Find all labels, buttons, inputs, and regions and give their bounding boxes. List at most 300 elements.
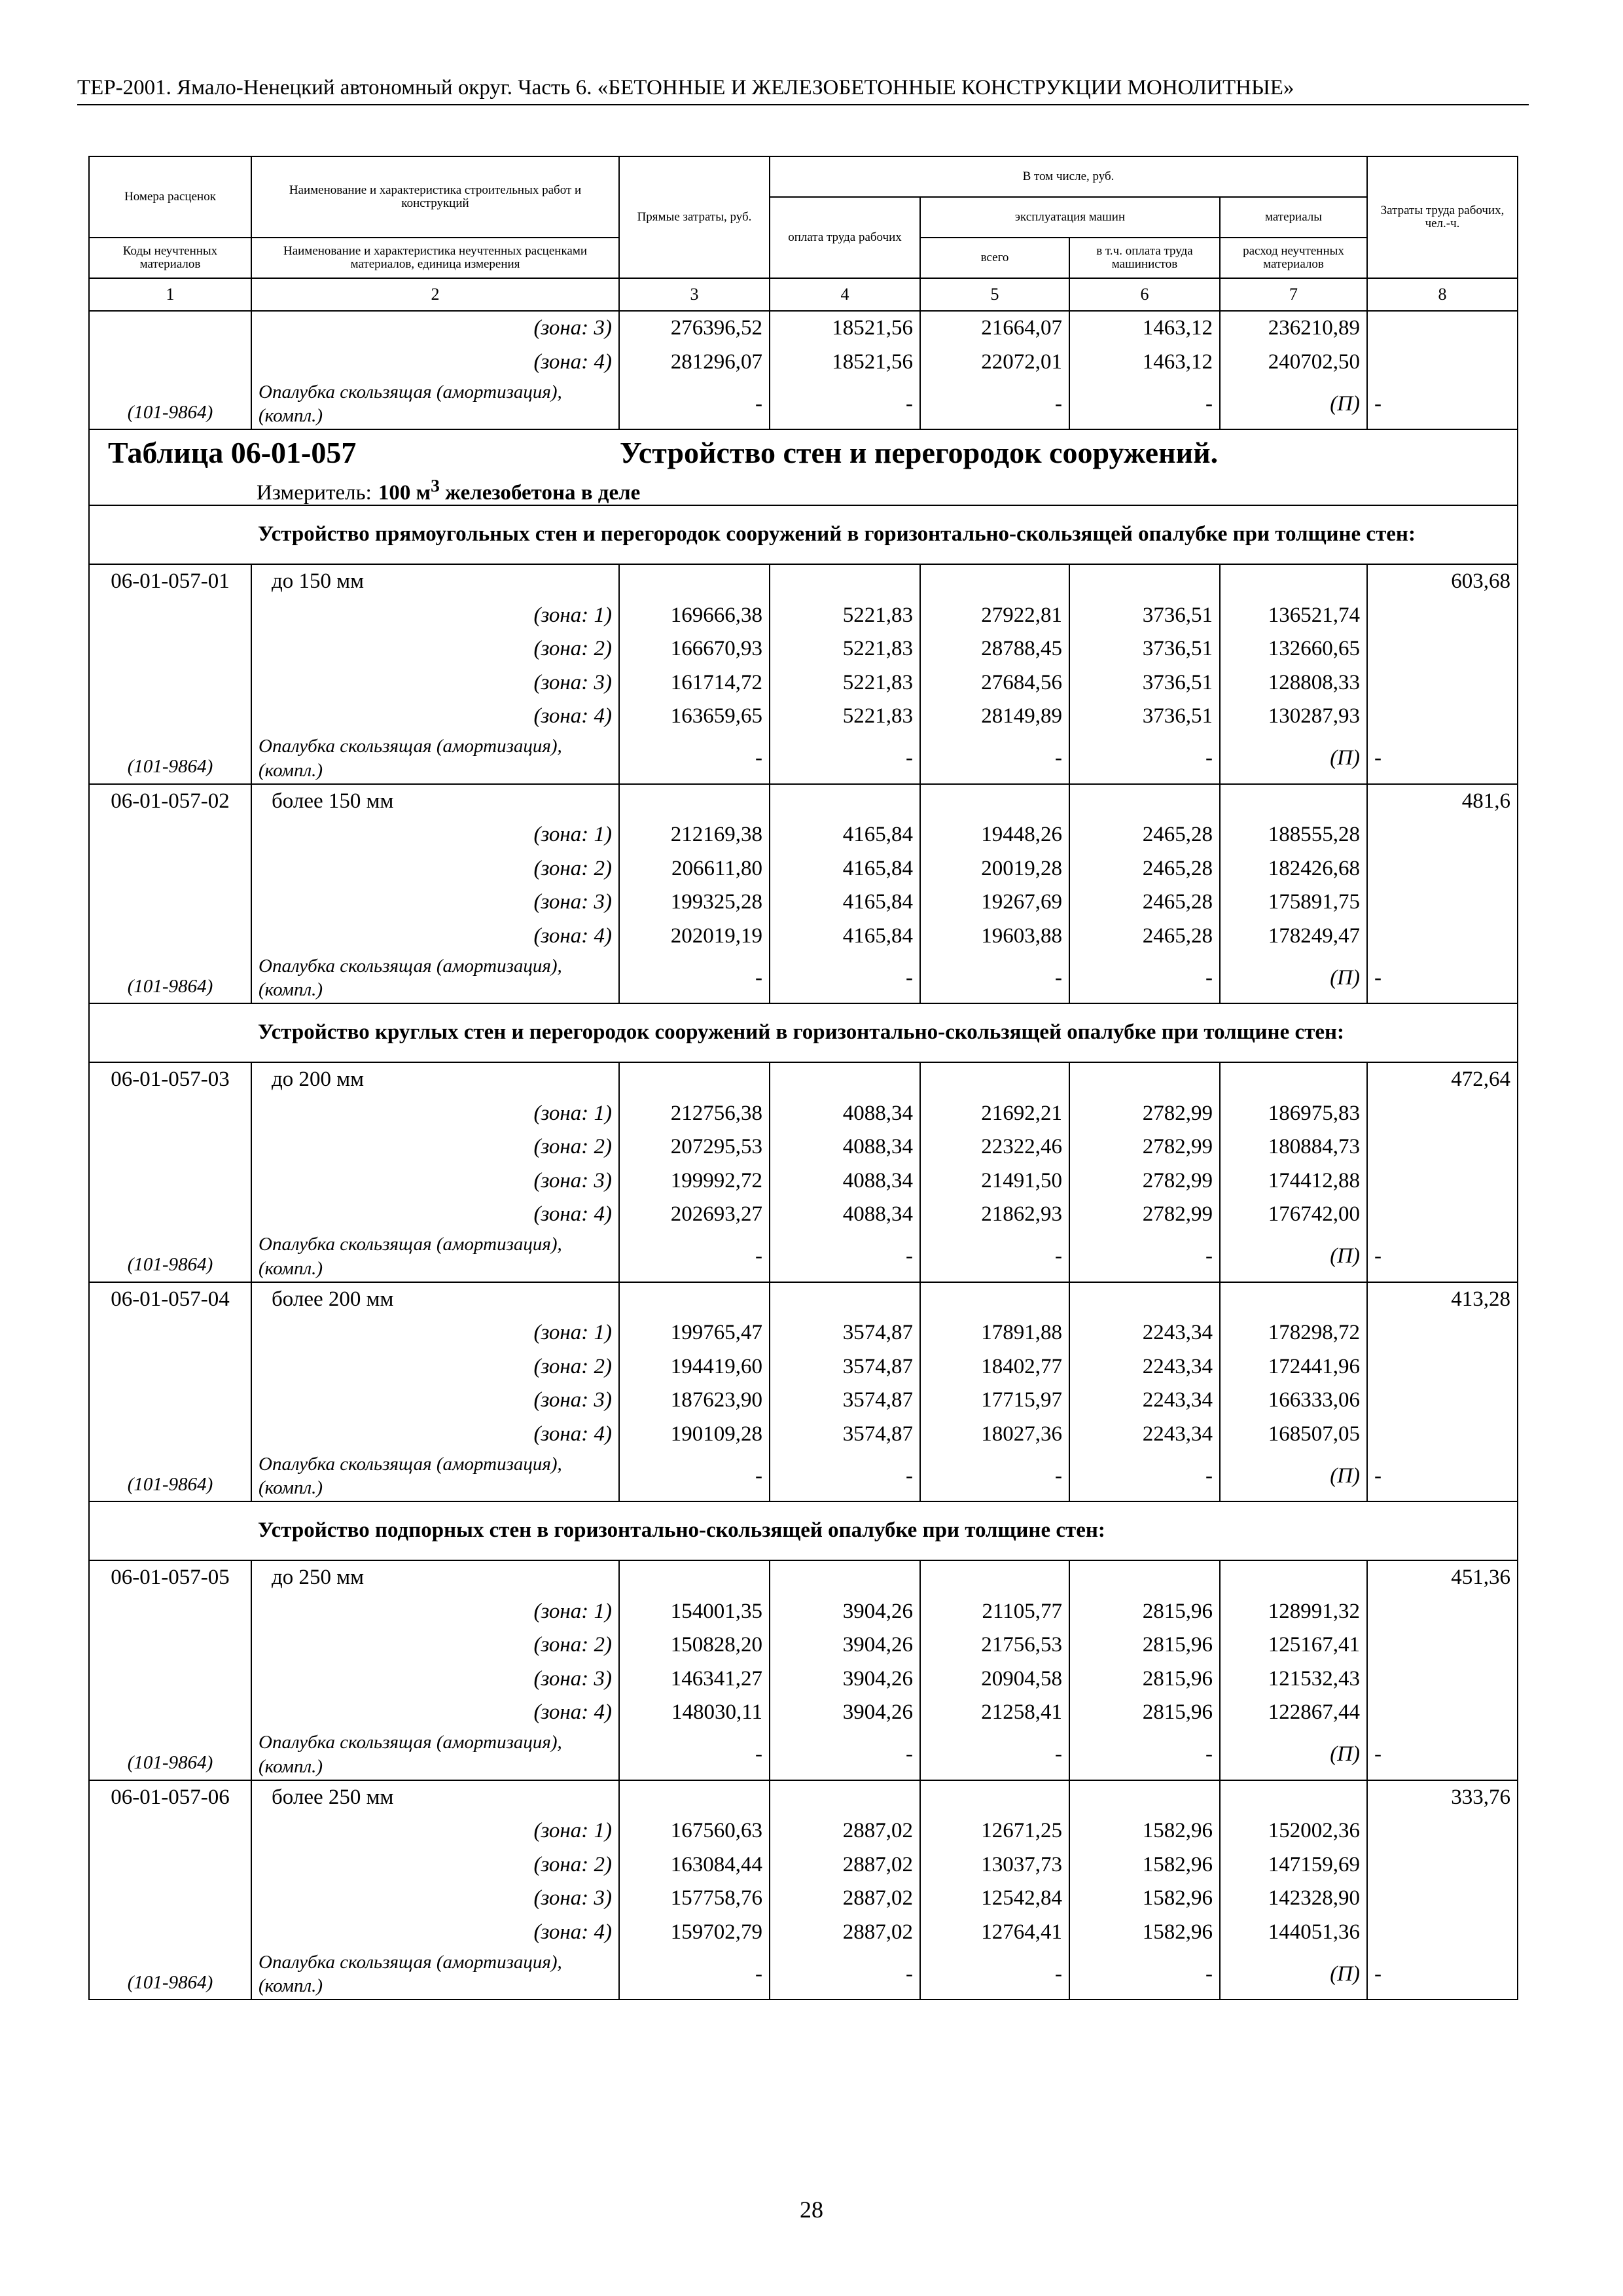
wages-cost: 4088,34 [770,1130,920,1164]
material-code: (101-9864) [89,953,251,1003]
zone-row [89,852,1518,886]
col-number: 5 [920,278,1069,311]
labor-cell [1367,1595,1518,1629]
zone-label: (зона: 4) [251,920,619,954]
wages-cost: 3574,87 [770,1418,920,1452]
materials-cost: 174412,88 [1220,1164,1367,1198]
zone-label: (зона: 1) [251,818,619,852]
zone-label: (зона: 3) [251,886,619,920]
page-header: ТЕР-2001. Ямало-Ненецкий автономный округ. Часть 6. «БЕТОННЫЕ И ЖЕЛЕЗОБЕТОННЫЕ КОНСТРУКЦИИ МОНОЛИТНЫЕ» [77,76,1529,105]
zone-row [89,1164,1518,1198]
wages-cost: 2887,02 [770,1882,920,1916]
column-numbers-row [89,278,1518,311]
rate-code: 06-01-057-02 [89,784,251,819]
materials-cost: 180884,73 [1220,1130,1367,1164]
dash-cell: - [920,1232,1069,1282]
rate-code: 06-01-057-05 [89,1560,251,1595]
labor-cell [1367,1164,1518,1198]
zone-label: (зона: 3) [251,1882,619,1916]
labor-cell [1367,1628,1518,1662]
direct-cost: 161714,72 [619,666,770,700]
zone-label: (зона: 2) [251,1130,619,1164]
col-name-top: Наименование и характеристика строительных работ и конструкций [251,156,619,238]
zone-row [89,1662,1518,1696]
machinists-cost: 2782,99 [1069,1130,1220,1164]
code-cell [89,1130,251,1164]
labor-cost: 413,28 [1367,1282,1518,1317]
material-name-line: Опалубка скользящая (амортизация), [259,1951,562,1973]
dash-cell: - [920,1949,1069,2000]
materials-cost: 168507,05 [1220,1418,1367,1452]
wages-cost: 4088,34 [770,1198,920,1232]
wages-cost: 4165,84 [770,818,920,852]
zone-row [89,700,1518,734]
wages-cost: 2887,02 [770,1814,920,1848]
rates-table [88,156,1518,2000]
material-name-line: Опалубка скользящая (амортизация), [259,381,562,403]
dash-cell: - [920,379,1069,429]
labor-cost: 451,36 [1367,1560,1518,1595]
dash-cell: - [1367,734,1518,784]
code-cell [89,886,251,920]
code-cell [89,1628,251,1662]
zone-label: (зона: 1) [251,1097,619,1131]
machinists-cost: 2465,28 [1069,886,1220,920]
material-unit-flag: (П) [1220,1232,1367,1282]
dash-cell: - [619,1232,770,1282]
section-title-row [89,1003,1518,1062]
zone-row [89,1696,1518,1730]
machines-cost: 21862,93 [920,1198,1069,1232]
rate-name: более 150 мм [251,784,619,819]
material-name-line: Опалубка скользящая (амортизация), [259,736,562,757]
labor-cell [1367,1662,1518,1696]
empty-cell [920,784,1069,819]
wages-cost: 18521,56 [770,346,920,380]
material-name-line: (компл.) [259,759,323,781]
material-name [251,379,619,429]
wages-cost: 5221,83 [770,599,920,633]
rate-code: 06-01-057-06 [89,1780,251,1815]
machinists-cost: 3736,51 [1069,632,1220,666]
code-cell [89,1662,251,1696]
dash-cell: - [770,1730,920,1780]
labor-cell [1367,1814,1518,1848]
col-number: 4 [770,278,920,311]
dash-cell: - [770,734,920,784]
empty-cell [1220,784,1367,819]
col-machinists-wages: в т.ч. оплата труда машинистов [1069,238,1220,278]
dash-cell: - [1069,1949,1220,2000]
rate-code: 06-01-057-01 [89,564,251,599]
code-cell [89,1882,251,1916]
materials-cost: 236210,89 [1220,311,1367,346]
machinists-cost: 2782,99 [1069,1097,1220,1131]
machinists-cost: 3736,51 [1069,666,1220,700]
code-cell [89,700,251,734]
code-cell [89,1164,251,1198]
materials-cost: 152002,36 [1220,1814,1367,1848]
code-cell [89,1696,251,1730]
section-title-row [89,505,1518,564]
rate-row [89,1282,1518,1317]
machines-cost: 28788,45 [920,632,1069,666]
wages-cost: 3904,26 [770,1628,920,1662]
machinists-cost: 2815,96 [1069,1595,1220,1629]
section-title: Устройство круглых стен и перегородок сооружений в горизонтально-скользящей опалубке при толщине стен: [89,1003,1518,1062]
wages-cost: 4165,84 [770,886,920,920]
dash-cell: - [1367,1451,1518,1501]
material-unit-flag: (П) [1220,1949,1367,2000]
materials-cost: 144051,36 [1220,1916,1367,1950]
material-name-line: (компл.) [259,979,323,1000]
material-name [251,734,619,784]
machinists-cost: 2815,96 [1069,1696,1220,1730]
machines-cost: 19603,88 [920,920,1069,954]
code-cell [89,1916,251,1950]
measurer-rest: железобетона в деле [439,480,641,505]
empty-cell [1069,564,1220,599]
direct-cost: 199325,28 [619,886,770,920]
machines-cost: 20904,58 [920,1662,1069,1696]
labor-cell [1367,1198,1518,1232]
code-cell [89,1848,251,1882]
machinists-cost: 2465,28 [1069,920,1220,954]
labor-cell [1367,346,1518,380]
labor-cost: 603,68 [1367,564,1518,599]
direct-cost: 150828,20 [619,1628,770,1662]
dash-cell: - [1069,379,1220,429]
direct-cost: 166670,93 [619,632,770,666]
direct-cost: 206611,80 [619,852,770,886]
machines-cost: 21105,77 [920,1595,1069,1629]
wages-cost: 3904,26 [770,1662,920,1696]
labor-cost: 472,64 [1367,1062,1518,1097]
wages-cost: 3904,26 [770,1595,920,1629]
material-name [251,953,619,1003]
zone-row [89,818,1518,852]
direct-cost: 202019,19 [619,920,770,954]
code-cell [89,920,251,954]
labor-cell [1367,311,1518,346]
machinists-cost: 2782,99 [1069,1198,1220,1232]
wages-cost: 4088,34 [770,1164,920,1198]
code-cell [89,311,251,346]
rate-row [89,564,1518,599]
zone-row [89,346,1518,380]
col-unaccounted: расход неучтенных материалов [1220,238,1367,278]
machinists-cost: 1463,12 [1069,346,1220,380]
direct-cost: 190109,28 [619,1418,770,1452]
materials-cost: 166333,06 [1220,1384,1367,1418]
dash-cell: - [1367,379,1518,429]
dash-cell: - [770,1232,920,1282]
materials-cost: 186975,83 [1220,1097,1367,1131]
machinists-cost: 1582,96 [1069,1882,1220,1916]
material-code: (101-9864) [89,379,251,429]
material-name [251,1232,619,1282]
material-name-line: (компл.) [259,1975,323,1996]
machinists-cost: 2815,96 [1069,1628,1220,1662]
zone-row [89,1882,1518,1916]
labor-cell [1367,1384,1518,1418]
zone-row [89,1916,1518,1950]
table-title [89,429,1518,476]
zone-label: (зона: 3) [251,666,619,700]
wages-cost: 4165,84 [770,852,920,886]
rate-row [89,1780,1518,1815]
zone-label: (зона: 4) [251,700,619,734]
materials-cost: 178298,72 [1220,1316,1367,1350]
material-code: (101-9864) [89,1949,251,2000]
material-unit-flag: (П) [1220,953,1367,1003]
zone-label: (зона: 3) [251,1662,619,1696]
rate-name: до 150 мм [251,564,619,599]
machines-cost: 22322,46 [920,1130,1069,1164]
empty-cell [920,1282,1069,1317]
material-unit-flag: (П) [1220,1451,1367,1501]
empty-cell [1220,564,1367,599]
wages-cost: 5221,83 [770,632,920,666]
code-cell [89,1097,251,1131]
empty-cell [770,784,920,819]
material-row [89,1730,1518,1780]
dash-cell: - [770,379,920,429]
empty-cell [920,1062,1069,1097]
wages-cost: 5221,83 [770,700,920,734]
empty-cell [1069,1780,1220,1815]
direct-cost: 148030,11 [619,1696,770,1730]
direct-cost: 187623,90 [619,1384,770,1418]
machines-cost: 19267,69 [920,886,1069,920]
rate-name: более 200 мм [251,1282,619,1317]
empty-cell [1220,1062,1367,1097]
empty-cell [1069,1062,1220,1097]
labor-cell [1367,1916,1518,1950]
labor-cell [1367,818,1518,852]
materials-cost: 182426,68 [1220,852,1367,886]
empty-cell [1220,1282,1367,1317]
col-wages: оплата труда рабочих [770,197,920,278]
empty-cell [1069,784,1220,819]
labor-cell [1367,1696,1518,1730]
zone-label: (зона: 4) [251,1916,619,1950]
machines-cost: 20019,28 [920,852,1069,886]
machinists-cost: 2243,34 [1069,1350,1220,1384]
machines-cost: 21258,41 [920,1696,1069,1730]
dash-cell: - [770,1949,920,2000]
wages-cost: 4165,84 [770,920,920,954]
zone-label: (зона: 3) [251,1384,619,1418]
empty-cell [619,1282,770,1317]
machines-cost: 12542,84 [920,1882,1069,1916]
machines-cost: 13037,73 [920,1848,1069,1882]
dash-cell: - [920,1730,1069,1780]
materials-cost: 175891,75 [1220,886,1367,920]
dash-cell: - [1069,734,1220,784]
empty-cell [1069,1560,1220,1595]
labor-cell [1367,632,1518,666]
material-name-line: Опалубка скользящая (амортизация), [259,1453,562,1475]
machinists-cost: 2243,34 [1069,1384,1220,1418]
col-direct: Прямые затраты, руб. [619,156,770,278]
measurer-unit-exponent: 3 [431,475,440,495]
materials-cost: 125167,41 [1220,1628,1367,1662]
empty-cell [619,784,770,819]
wages-cost: 2887,02 [770,1848,920,1882]
col-number: 3 [619,278,770,311]
code-cell [89,1350,251,1384]
empty-cell [770,1062,920,1097]
col-number: 1 [89,278,251,311]
page-number: 28 [800,2197,823,2223]
materials-cost: 122867,44 [1220,1696,1367,1730]
empty-cell [770,1780,920,1815]
labor-cell [1367,1350,1518,1384]
dash-cell: - [619,953,770,1003]
material-row [89,379,1518,429]
measurer-value [378,475,641,505]
material-unit-flag: (П) [1220,734,1367,784]
wages-cost: 5221,83 [770,666,920,700]
zone-row [89,1350,1518,1384]
section-title: Устройство прямоугольных стен и перегородок сооружений в горизонтально-скользящей опалубке при толщине стен: [89,505,1518,564]
zone-label: (зона: 4) [251,1198,619,1232]
direct-cost: 281296,07 [619,346,770,380]
zone-row [89,632,1518,666]
material-name-line: Опалубка скользящая (амортизация), [259,1732,562,1753]
zone-row [89,1130,1518,1164]
zone-row [89,311,1518,346]
material-name-line: (компл.) [259,405,323,426]
measurer-row [89,476,1518,505]
col-machines: эксплуатация машин [920,197,1220,238]
machines-cost: 18402,77 [920,1350,1069,1384]
labor-cell [1367,599,1518,633]
machines-cost: 21692,21 [920,1097,1069,1131]
col-code-bottom: Коды неучтенных материалов [89,238,251,278]
zone-label: (зона: 2) [251,1848,619,1882]
dash-cell: - [619,1730,770,1780]
direct-cost: 146341,27 [619,1662,770,1696]
rate-name: до 250 мм [251,1560,619,1595]
zone-label: (зона: 2) [251,852,619,886]
code-cell [89,1316,251,1350]
empty-cell [770,1282,920,1317]
machines-cost: 22072,01 [920,346,1069,380]
materials-cost: 176742,00 [1220,1198,1367,1232]
material-unit-flag: (П) [1220,1730,1367,1780]
rate-row [89,784,1518,819]
material-name-line: (компл.) [259,1755,323,1777]
material-code: (101-9864) [89,734,251,784]
code-cell [89,599,251,633]
empty-cell [1069,1282,1220,1317]
labor-cost: 481,6 [1367,784,1518,819]
code-cell [89,1384,251,1418]
materials-cost: 240702,50 [1220,346,1367,380]
machines-cost: 27684,56 [920,666,1069,700]
dash-cell: - [1069,1730,1220,1780]
machines-cost: 28149,89 [920,700,1069,734]
empty-cell [770,564,920,599]
machinists-cost: 1463,12 [1069,311,1220,346]
labor-cell [1367,920,1518,954]
direct-cost: 202693,27 [619,1198,770,1232]
wages-cost: 2887,02 [770,1916,920,1950]
machinists-cost: 1582,96 [1069,1916,1220,1950]
machinists-cost: 2243,34 [1069,1316,1220,1350]
direct-cost: 154001,35 [619,1595,770,1629]
materials-cost: 172441,96 [1220,1350,1367,1384]
zone-row [89,886,1518,920]
zone-label: (зона: 3) [251,311,619,346]
zone-label: (зона: 1) [251,1316,619,1350]
direct-cost: 212756,38 [619,1097,770,1131]
direct-cost: 276396,52 [619,311,770,346]
zone-label: (зона: 1) [251,1595,619,1629]
code-cell [89,1595,251,1629]
empty-cell [619,1560,770,1595]
col-number: 7 [1220,278,1367,311]
code-cell [89,1198,251,1232]
material-name-line: Опалубка скользящая (амортизация), [259,1234,562,1255]
wages-cost: 18521,56 [770,311,920,346]
zone-row [89,1595,1518,1629]
empty-cell [1220,1780,1367,1815]
zone-row [89,599,1518,633]
section-title: Устройство подпорных стен в горизонтально-скользящей опалубке при толщине стен: [89,1501,1518,1560]
materials-cost: 147159,69 [1220,1848,1367,1882]
code-cell [89,632,251,666]
material-row [89,953,1518,1003]
machinists-cost: 2465,28 [1069,818,1220,852]
machinists-cost: 1582,96 [1069,1848,1220,1882]
zone-row [89,1848,1518,1882]
dash-cell: - [1069,953,1220,1003]
dash-cell: - [1069,1232,1220,1282]
labor-cell [1367,1848,1518,1882]
materials-cost: 130287,93 [1220,700,1367,734]
measurer-label: Измеритель: [257,480,372,505]
zone-row [89,1814,1518,1848]
material-name-line: (компл.) [259,1257,323,1279]
zone-label: (зона: 4) [251,1696,619,1730]
table-name: Устройство стен и перегородок сооружений. [620,435,1219,469]
empty-cell [770,1560,920,1595]
dash-cell: - [770,953,920,1003]
col-materials: материалы [1220,197,1367,238]
zone-row [89,1628,1518,1662]
empty-cell [619,1780,770,1815]
labor-cell [1367,666,1518,700]
materials-cost: 178249,47 [1220,920,1367,954]
material-code: (101-9864) [89,1451,251,1501]
code-cell [89,818,251,852]
labor-cell [1367,1882,1518,1916]
direct-cost: 163084,44 [619,1848,770,1882]
empty-cell [619,1062,770,1097]
dash-cell: - [920,734,1069,784]
direct-cost: 207295,53 [619,1130,770,1164]
machines-cost: 18027,36 [920,1418,1069,1452]
rate-row [89,1560,1518,1595]
machines-cost: 17891,88 [920,1316,1069,1350]
zone-row [89,1316,1518,1350]
zone-row [89,1418,1518,1452]
material-name [251,1451,619,1501]
col-labor: Затраты труда рабочих, чел.-ч. [1367,156,1518,278]
